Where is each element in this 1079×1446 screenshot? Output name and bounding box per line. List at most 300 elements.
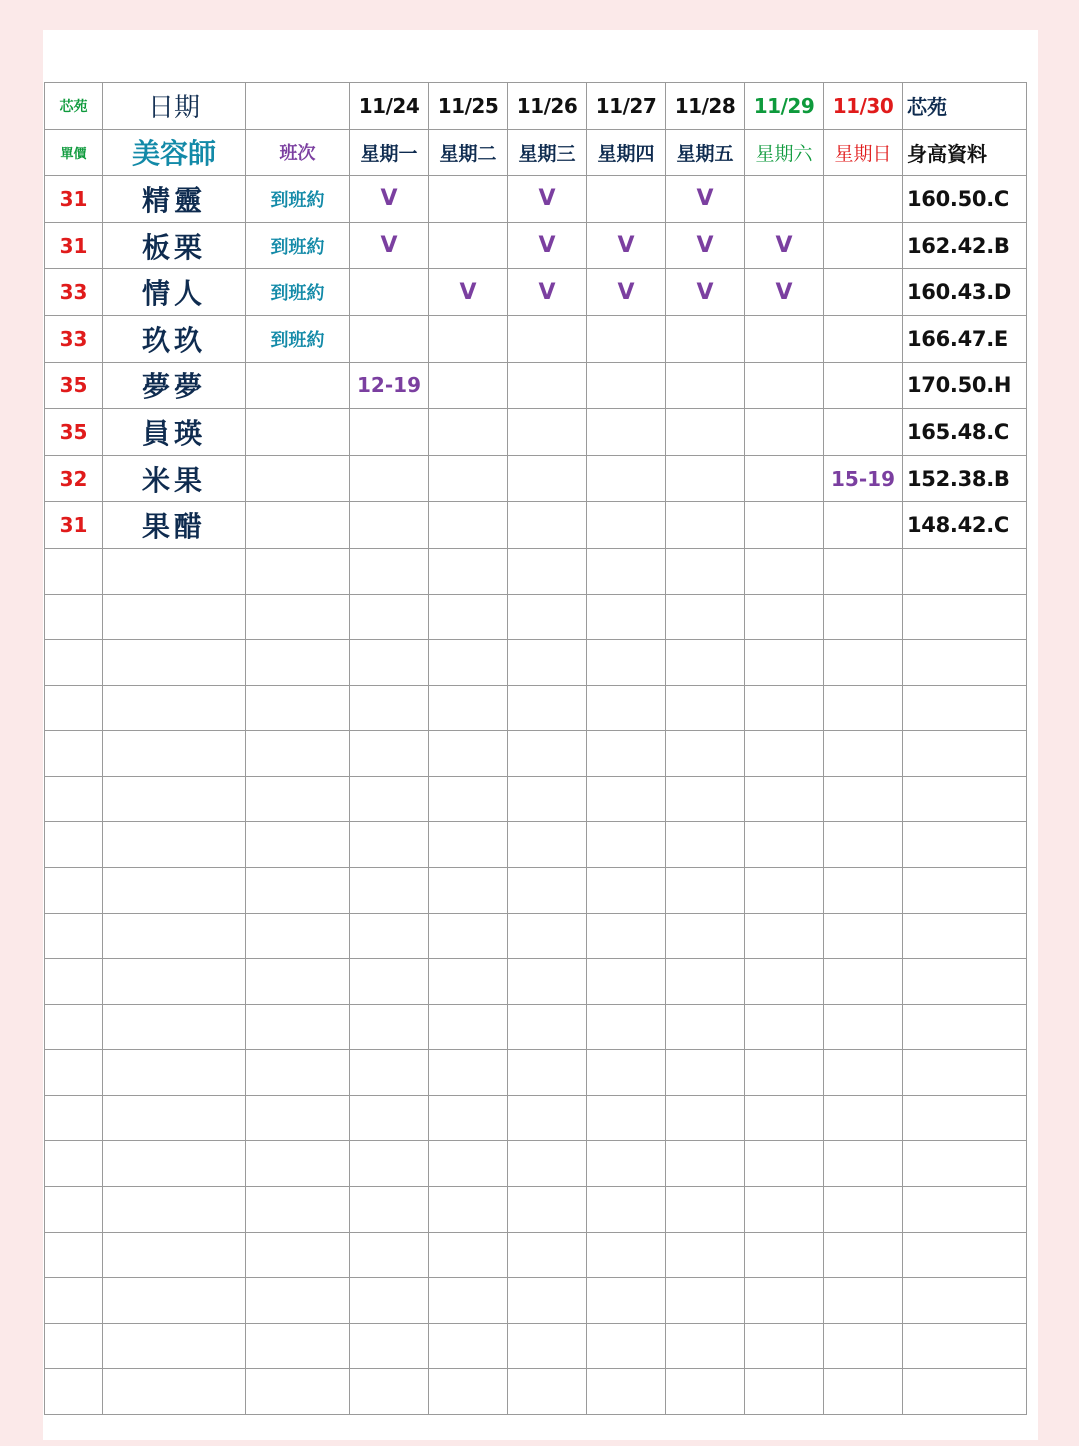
table-row — [45, 455, 1027, 502]
empty-cell — [824, 1095, 903, 1141]
empty-cell — [246, 685, 350, 731]
empty-cell — [587, 1004, 666, 1050]
empty-cell — [350, 776, 429, 822]
empty-cell — [45, 959, 103, 1005]
empty-cell — [350, 1095, 429, 1141]
empty-cell — [45, 1232, 103, 1278]
table-row — [45, 222, 1027, 269]
table-row — [45, 315, 1027, 362]
empty-row — [45, 1323, 1027, 1369]
empty-cell — [824, 1278, 903, 1324]
empty-cell — [45, 548, 103, 594]
empty-cell — [45, 1095, 103, 1141]
empty-cell — [350, 1141, 429, 1187]
empty-cell — [246, 1004, 350, 1050]
header-row-weekdays — [45, 129, 1027, 176]
day-cell-fri — [666, 362, 745, 409]
empty-row — [45, 1278, 1027, 1324]
empty-row — [45, 640, 1027, 686]
empty-cell — [246, 776, 350, 822]
empty-cell — [903, 867, 1027, 913]
empty-cell — [508, 685, 587, 731]
empty-cell — [103, 548, 246, 594]
empty-cell — [350, 685, 429, 731]
beautician-name-cell: 精靈 — [103, 176, 246, 223]
empty-cell — [587, 594, 666, 640]
empty-cell — [45, 776, 103, 822]
price-cell: 33 — [45, 315, 103, 362]
empty-cell — [350, 1004, 429, 1050]
weekday-fri: 星期五 — [666, 129, 745, 176]
empty-cell — [246, 1232, 350, 1278]
empty-cell — [350, 1187, 429, 1233]
empty-cell — [666, 1095, 745, 1141]
empty-row — [45, 731, 1027, 777]
header-row-dates — [45, 83, 1027, 130]
day-cell-sun — [824, 409, 903, 456]
empty-cell — [508, 1323, 587, 1369]
empty-cell — [745, 1187, 824, 1233]
empty-cell — [246, 959, 350, 1005]
weekday-mon: 星期一 — [350, 129, 429, 176]
day-cell-sun — [824, 362, 903, 409]
table-row — [45, 269, 1027, 316]
weekday-sat: 星期六 — [745, 129, 824, 176]
day-cell-sat — [745, 409, 824, 456]
empty-cell — [666, 1232, 745, 1278]
empty-cell — [45, 1278, 103, 1324]
empty-cell — [508, 1141, 587, 1187]
shift-cell: 到班約 — [246, 222, 350, 269]
empty-cell — [246, 1141, 350, 1187]
brand-label-right: 芯苑 — [903, 83, 1027, 130]
height-info-cell: 160.43.D — [903, 269, 1027, 316]
empty-cell — [587, 776, 666, 822]
day-cell-sat — [745, 362, 824, 409]
empty-cell — [745, 1004, 824, 1050]
price-cell: 32 — [45, 455, 103, 502]
empty-cell — [903, 1141, 1027, 1187]
empty-cell — [587, 1369, 666, 1415]
empty-cell — [903, 776, 1027, 822]
empty-cell — [903, 913, 1027, 959]
day-cell-sun: 15-19 — [824, 455, 903, 502]
day-cell-fri: V — [666, 222, 745, 269]
empty-cell — [666, 685, 745, 731]
empty-cell — [429, 1278, 508, 1324]
empty-cell — [508, 548, 587, 594]
day-cell-sun — [824, 176, 903, 223]
empty-cell — [666, 822, 745, 868]
day-cell-sat: V — [745, 222, 824, 269]
empty-cell — [246, 1050, 350, 1096]
empty-cell — [903, 1232, 1027, 1278]
empty-cell — [587, 1050, 666, 1096]
day-cell-tue: V — [429, 269, 508, 316]
empty-cell — [824, 1141, 903, 1187]
empty-cell — [103, 1141, 246, 1187]
empty-row — [45, 685, 1027, 731]
empty-cell — [666, 959, 745, 1005]
empty-row — [45, 1141, 1027, 1187]
empty-cell — [45, 1004, 103, 1050]
empty-cell — [903, 1187, 1027, 1233]
day-cell-sun — [824, 502, 903, 549]
schedule-table — [44, 82, 1027, 1415]
price-cell: 31 — [45, 222, 103, 269]
empty-cell — [824, 685, 903, 731]
empty-cell — [666, 1004, 745, 1050]
height-info-cell: 170.50.H — [903, 362, 1027, 409]
empty-cell — [508, 822, 587, 868]
day-cell-tue — [429, 502, 508, 549]
empty-cell — [508, 1187, 587, 1233]
empty-cell — [508, 959, 587, 1005]
empty-cell — [103, 959, 246, 1005]
day-cell-sat — [745, 455, 824, 502]
empty-row — [45, 1004, 1027, 1050]
empty-row — [45, 867, 1027, 913]
day-cell-tue — [429, 455, 508, 502]
day-cell-wed — [508, 502, 587, 549]
empty-cell — [429, 640, 508, 686]
empty-cell — [745, 776, 824, 822]
day-cell-tue — [429, 176, 508, 223]
empty-cell — [587, 867, 666, 913]
empty-cell — [246, 1323, 350, 1369]
empty-cell — [103, 1050, 246, 1096]
empty-cell — [824, 1004, 903, 1050]
empty-cell — [666, 1050, 745, 1096]
day-cell-thu — [587, 362, 666, 409]
empty-cell — [824, 822, 903, 868]
beautician-name-cell: 夢夢 — [103, 362, 246, 409]
empty-cell — [103, 1232, 246, 1278]
height-info-label: 身高資料 — [903, 129, 1027, 176]
shift-cell: 到班約 — [246, 176, 350, 223]
empty-cell — [745, 731, 824, 777]
empty-cell — [429, 959, 508, 1005]
empty-cell — [824, 867, 903, 913]
day-cell-wed — [508, 315, 587, 362]
empty-cell — [508, 1278, 587, 1324]
empty-cell — [824, 1369, 903, 1415]
empty-cell — [903, 685, 1027, 731]
empty-cell — [587, 822, 666, 868]
price-cell: 35 — [45, 409, 103, 456]
empty-cell — [745, 1278, 824, 1324]
empty-cell — [508, 1004, 587, 1050]
empty-cell — [508, 1232, 587, 1278]
height-info-cell: 148.42.C — [903, 502, 1027, 549]
empty-cell — [103, 1095, 246, 1141]
empty-cell — [903, 548, 1027, 594]
empty-cell — [103, 913, 246, 959]
day-cell-thu — [587, 176, 666, 223]
empty-cell — [824, 1232, 903, 1278]
day-cell-thu — [587, 502, 666, 549]
shift-cell — [246, 502, 350, 549]
empty-cell — [103, 594, 246, 640]
empty-cell — [587, 640, 666, 686]
empty-cell — [587, 1232, 666, 1278]
empty-cell — [246, 1369, 350, 1415]
empty-cell — [429, 1141, 508, 1187]
empty-cell — [246, 548, 350, 594]
empty-cell — [903, 1095, 1027, 1141]
height-info-cell: 166.47.E — [903, 315, 1027, 362]
empty-cell — [429, 1004, 508, 1050]
empty-cell — [745, 1323, 824, 1369]
empty-cell — [824, 731, 903, 777]
shift-cell: 到班約 — [246, 269, 350, 316]
empty-cell — [350, 1369, 429, 1415]
beautician-name-cell: 板栗 — [103, 222, 246, 269]
empty-cell — [824, 913, 903, 959]
empty-cell — [508, 867, 587, 913]
empty-cell — [666, 594, 745, 640]
price-cell: 33 — [45, 269, 103, 316]
empty-cell — [587, 1095, 666, 1141]
day-cell-mon — [350, 502, 429, 549]
empty-cell — [824, 640, 903, 686]
empty-cell — [745, 1141, 824, 1187]
empty-cell — [824, 776, 903, 822]
day-cell-sat: V — [745, 269, 824, 316]
day-cell-wed — [508, 409, 587, 456]
empty-cell — [429, 548, 508, 594]
day-cell-thu — [587, 315, 666, 362]
day-cell-mon — [350, 315, 429, 362]
empty-cell — [246, 640, 350, 686]
weekday-sun: 星期日 — [824, 129, 903, 176]
empty-cell — [246, 822, 350, 868]
weekday-wed: 星期三 — [508, 129, 587, 176]
empty-cell — [666, 1278, 745, 1324]
day-cell-sun — [824, 222, 903, 269]
day-cell-wed — [508, 362, 587, 409]
empty-cell — [824, 1050, 903, 1096]
empty-cell — [45, 1323, 103, 1369]
empty-cell — [429, 731, 508, 777]
empty-cell — [824, 594, 903, 640]
shift-cell — [246, 362, 350, 409]
empty-cell — [745, 548, 824, 594]
empty-cell — [508, 913, 587, 959]
empty-cell — [45, 1050, 103, 1096]
empty-row — [45, 548, 1027, 594]
empty-cell — [45, 685, 103, 731]
day-cell-fri — [666, 455, 745, 502]
empty-cell — [429, 1187, 508, 1233]
empty-row — [45, 594, 1027, 640]
empty-cell — [103, 640, 246, 686]
day-cell-sat — [745, 315, 824, 362]
empty-cell — [745, 1050, 824, 1096]
height-info-cell: 152.38.B — [903, 455, 1027, 502]
empty-cell — [587, 1323, 666, 1369]
day-cell-fri — [666, 502, 745, 549]
day-cell-sun — [824, 315, 903, 362]
empty-cell — [45, 640, 103, 686]
price-cell: 35 — [45, 362, 103, 409]
price-label: 單價 — [45, 129, 103, 176]
empty-row — [45, 1187, 1027, 1233]
empty-cell — [246, 1095, 350, 1141]
empty-cell — [745, 685, 824, 731]
empty-cell — [745, 959, 824, 1005]
empty-cell — [666, 1323, 745, 1369]
day-cell-tue — [429, 362, 508, 409]
day-cell-sat — [745, 502, 824, 549]
empty-cell — [824, 1323, 903, 1369]
empty-cell — [45, 1187, 103, 1233]
empty-cell — [350, 640, 429, 686]
day-cell-mon: 12-19 — [350, 362, 429, 409]
empty-cell — [350, 1278, 429, 1324]
empty-row — [45, 1369, 1027, 1415]
table-row — [45, 409, 1027, 456]
empty-cell — [103, 776, 246, 822]
empty-cell — [429, 1050, 508, 1096]
empty-cell — [429, 594, 508, 640]
empty-cell — [103, 822, 246, 868]
empty-cell — [508, 1095, 587, 1141]
empty-cell — [587, 1187, 666, 1233]
height-info-cell: 165.48.C — [903, 409, 1027, 456]
empty-cell — [350, 913, 429, 959]
empty-cell — [508, 776, 587, 822]
day-cell-tue — [429, 315, 508, 362]
empty-cell — [350, 594, 429, 640]
empty-cell — [903, 959, 1027, 1005]
height-info-cell: 162.42.B — [903, 222, 1027, 269]
empty-cell — [45, 1369, 103, 1415]
empty-cell — [350, 548, 429, 594]
empty-cell — [45, 913, 103, 959]
empty-cell — [45, 822, 103, 868]
day-cell-tue — [429, 409, 508, 456]
empty-cell — [903, 1004, 1027, 1050]
empty-cell — [429, 776, 508, 822]
shift-label: 班次 — [246, 129, 350, 176]
date-header-mon: 11/24 — [350, 83, 429, 130]
date-header-fri: 11/28 — [666, 83, 745, 130]
empty-cell — [666, 548, 745, 594]
day-cell-fri — [666, 315, 745, 362]
beautician-name-cell: 米果 — [103, 455, 246, 502]
empty-row — [45, 1095, 1027, 1141]
table-row — [45, 502, 1027, 549]
date-label: 日期 — [103, 83, 246, 130]
beautician-name-cell: 員瑛 — [103, 409, 246, 456]
empty-cell — [587, 913, 666, 959]
empty-cell — [666, 640, 745, 686]
empty-cell — [45, 1141, 103, 1187]
price-cell: 31 — [45, 176, 103, 223]
empty-cell — [745, 640, 824, 686]
price-cell: 31 — [45, 502, 103, 549]
empty-cell — [508, 1369, 587, 1415]
empty-row — [45, 1050, 1027, 1096]
weekday-tue: 星期二 — [429, 129, 508, 176]
empty-cell — [903, 1050, 1027, 1096]
empty-cell — [350, 959, 429, 1005]
date-header-tue: 11/25 — [429, 83, 508, 130]
empty-cell — [508, 731, 587, 777]
day-cell-mon: V — [350, 176, 429, 223]
empty-cell — [429, 822, 508, 868]
beautician-name-cell: 玖玖 — [103, 315, 246, 362]
empty-cell — [824, 1187, 903, 1233]
weekday-thu: 星期四 — [587, 129, 666, 176]
empty-cell — [45, 594, 103, 640]
empty-cell — [45, 867, 103, 913]
empty-cell — [246, 731, 350, 777]
header-blank-cell — [246, 83, 350, 130]
empty-cell — [745, 1369, 824, 1415]
empty-cell — [666, 913, 745, 959]
empty-cell — [824, 548, 903, 594]
empty-cell — [103, 1278, 246, 1324]
day-cell-thu: V — [587, 222, 666, 269]
empty-cell — [745, 1232, 824, 1278]
empty-cell — [587, 685, 666, 731]
empty-cell — [903, 1323, 1027, 1369]
date-header-sat: 11/29 — [745, 83, 824, 130]
day-cell-thu: V — [587, 269, 666, 316]
empty-cell — [508, 1050, 587, 1096]
empty-cell — [429, 685, 508, 731]
empty-cell — [587, 1141, 666, 1187]
date-header-thu: 11/27 — [587, 83, 666, 130]
empty-cell — [824, 959, 903, 1005]
empty-cell — [246, 913, 350, 959]
empty-cell — [103, 1187, 246, 1233]
empty-cell — [350, 867, 429, 913]
day-cell-thu — [587, 409, 666, 456]
empty-cell — [45, 731, 103, 777]
empty-cell — [429, 1323, 508, 1369]
empty-cell — [745, 1095, 824, 1141]
empty-cell — [587, 1278, 666, 1324]
empty-cell — [350, 1232, 429, 1278]
date-header-wed: 11/26 — [508, 83, 587, 130]
empty-cell — [903, 594, 1027, 640]
empty-cell — [903, 731, 1027, 777]
empty-cell — [666, 1141, 745, 1187]
empty-cell — [103, 1323, 246, 1369]
beautician-name-cell: 果醋 — [103, 502, 246, 549]
empty-cell — [246, 594, 350, 640]
empty-cell — [246, 1187, 350, 1233]
empty-cell — [429, 913, 508, 959]
empty-cell — [745, 867, 824, 913]
empty-cell — [429, 1095, 508, 1141]
table-row — [45, 176, 1027, 223]
empty-cell — [103, 1369, 246, 1415]
empty-cell — [587, 959, 666, 1005]
empty-cell — [745, 913, 824, 959]
empty-cell — [745, 594, 824, 640]
empty-cell — [666, 867, 745, 913]
empty-cell — [508, 594, 587, 640]
day-cell-wed: V — [508, 176, 587, 223]
empty-cell — [429, 1232, 508, 1278]
empty-row — [45, 959, 1027, 1005]
table-row — [45, 362, 1027, 409]
empty-cell — [350, 1050, 429, 1096]
